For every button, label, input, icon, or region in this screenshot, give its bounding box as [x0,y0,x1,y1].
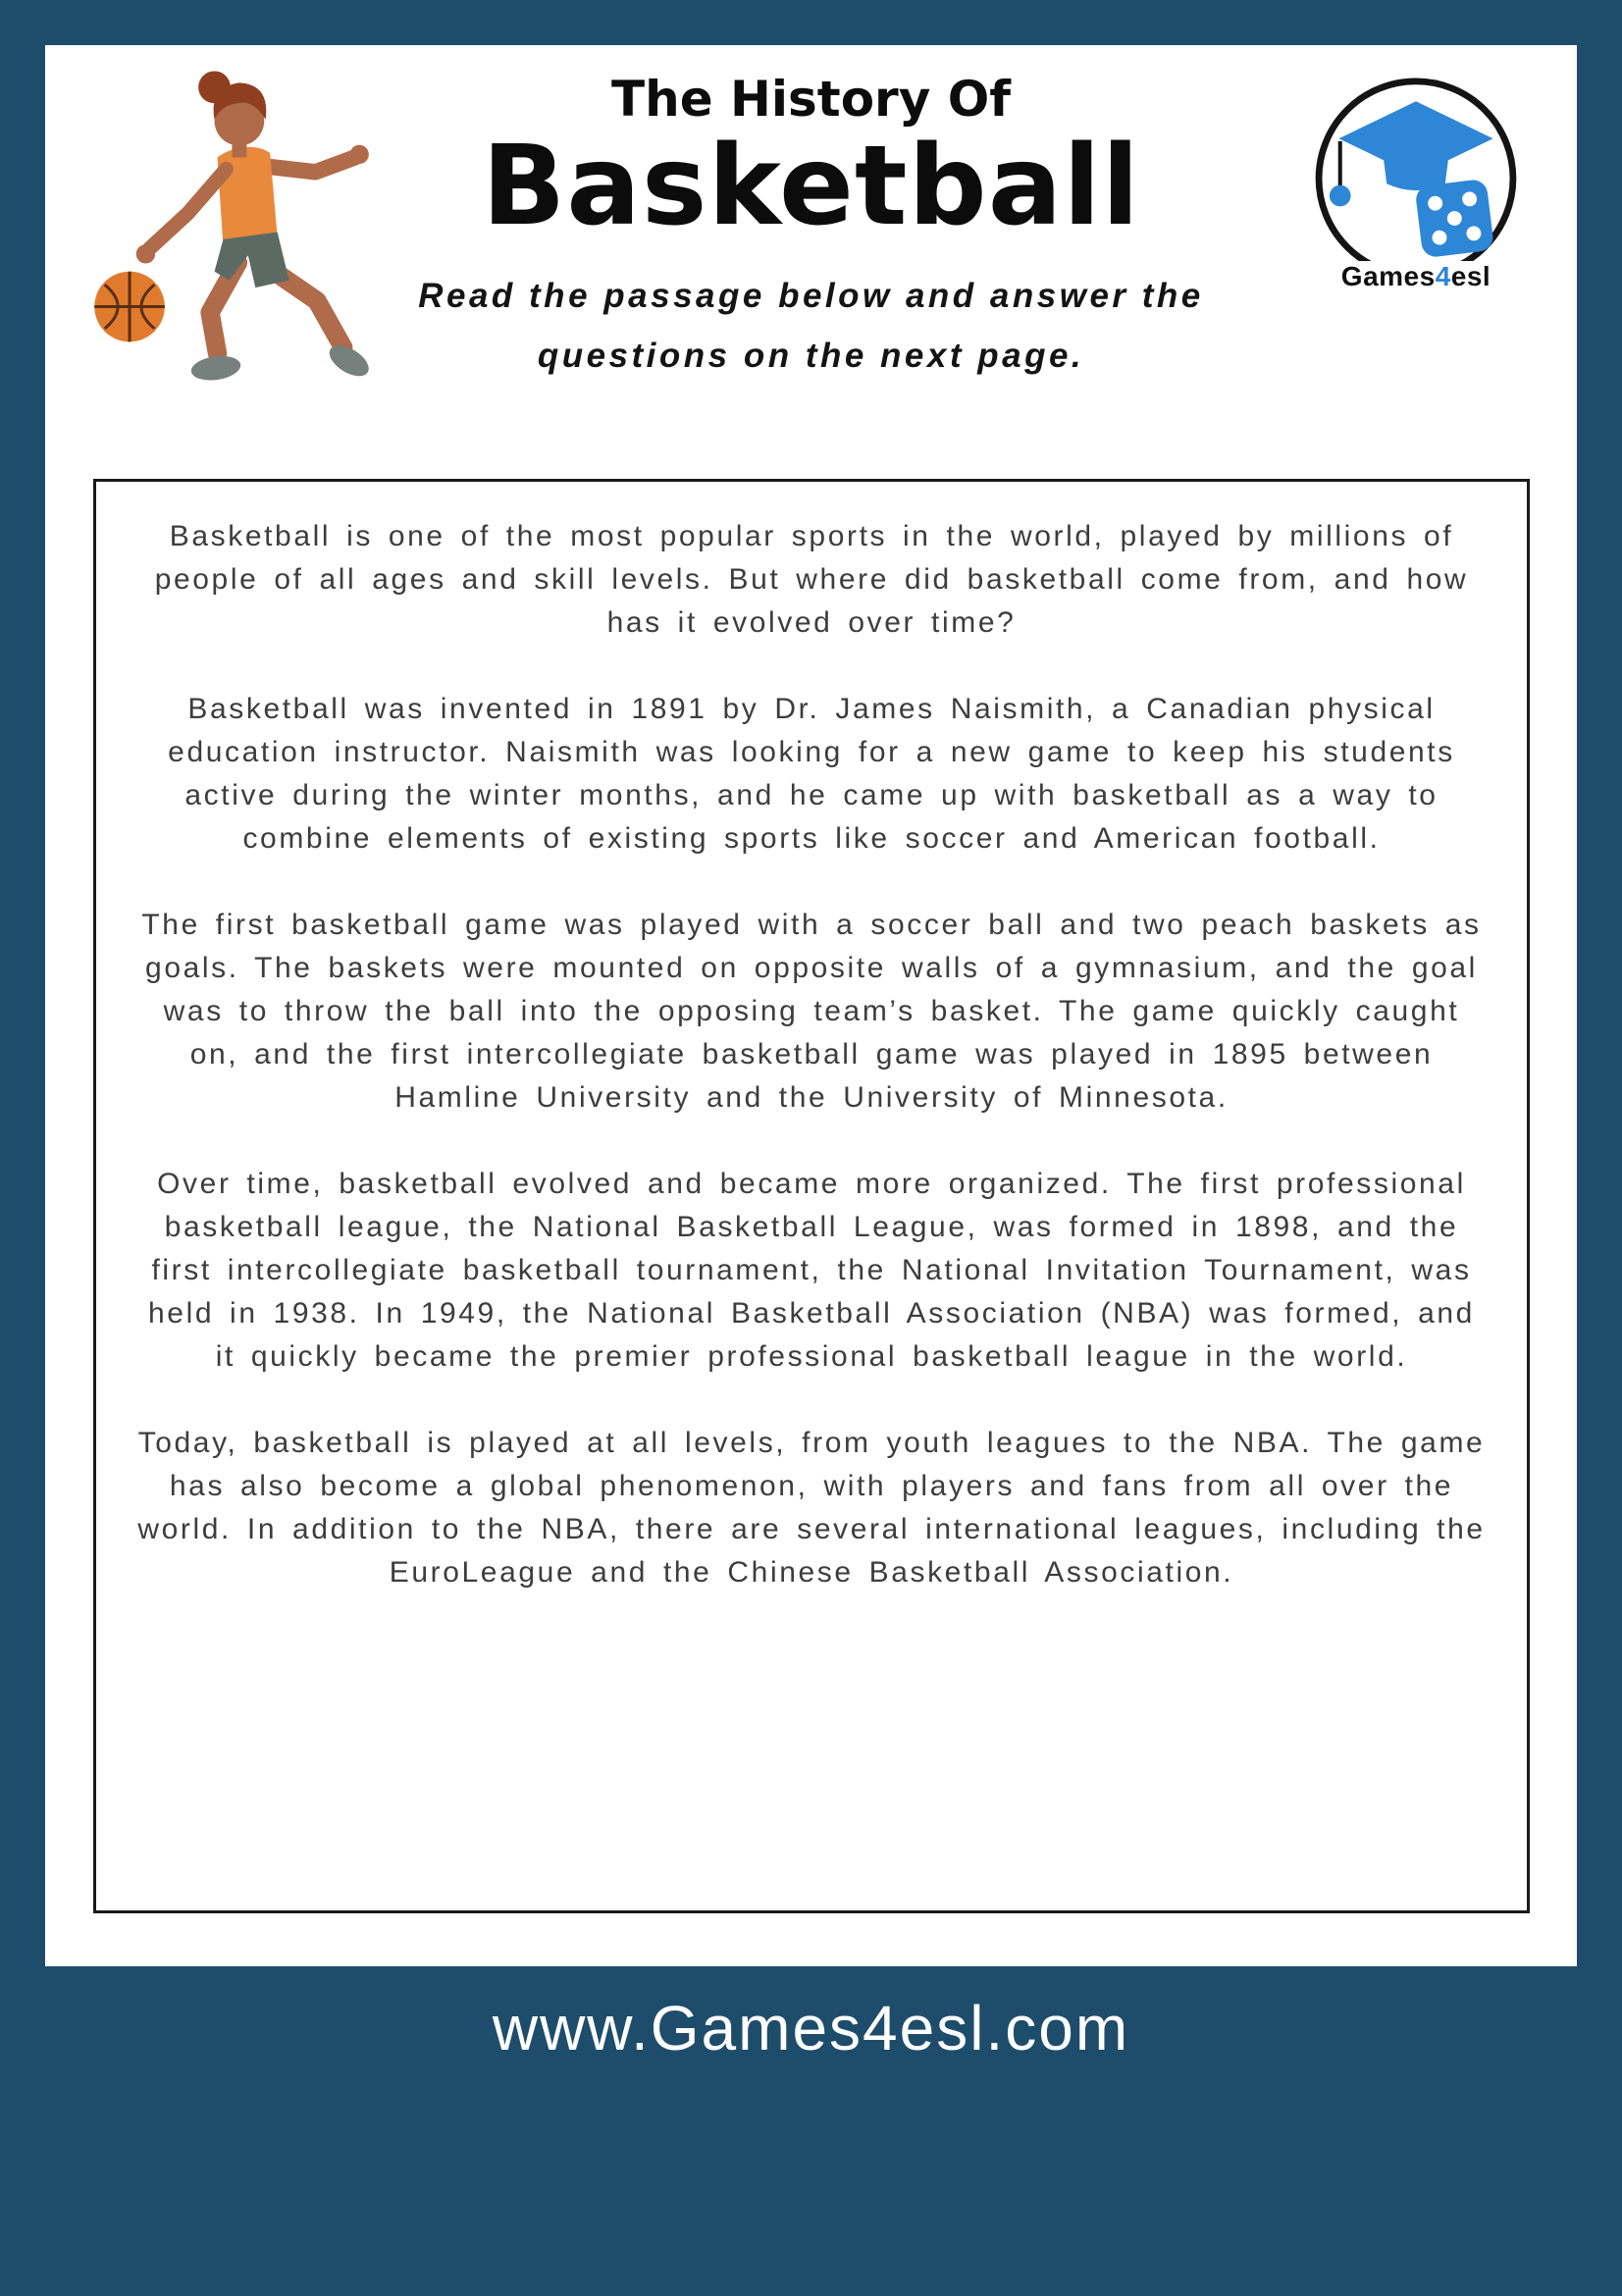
passage-paragraph-2: Basketball was invented in 1891 by Dr. James Naismith, a Canadian physical education instructor. Naismith was looking for a new game to keep his students active during the winter months, and he came up with basketball as a way to combine elements of existing sports like soccer and American football. [168,693,1455,855]
instructions-line-2: questions on the next page. [537,337,1085,376]
logo-brand-suffix: esl [1450,261,1491,291]
instructions [330,266,1292,387]
logo-brand-text [1334,261,1498,292]
title-prefix: The History Of [611,71,1011,128]
logo-brand-number: 4 [1435,261,1451,291]
reading-passage [93,479,1530,1913]
passage-paragraph-4: Over time, basketball evolved and became more organized. The first professional basketball league, the National Basketball League, was formed in 1898, and the first intercollegiate basketball tournament, the National Invitation Tournament, was held in 1938. In 1949, the National Basketball Association (NBA) was formed, and it quickly became the premier professional basketball league in the world. [148,1168,1475,1373]
footer-bar [0,1966,1622,2296]
player-front-hand [136,244,155,263]
basketball-player-icon [71,61,370,394]
passage-paragraph-3: The first basketball game was played with a soccer ball and two peach baskets as goals. The baskets were mounted on opposite walls of a gymnasium, and the goal was to throw the ball into the opposing team’s basket. The game quickly caught on, and the first intercollegiate basketball game was played in 1895 between Hamline University and the University of Minnesota. [141,909,1482,1114]
dice-icon [1415,179,1495,259]
page-title: Basketball [481,123,1141,250]
passage-paragraph-1: Basketball is one of the most popular sports in the world, played by millions of people of all ages and skill levels. But where did basketball come from, and how has it evolved over time? [154,520,1469,639]
basketball-player-illustration [71,61,370,394]
instructions-line-1: Read the passage below and answer the [418,276,1204,315]
basketball-icon [94,272,165,342]
player-hair-bun [198,71,231,103]
passage-paragraph-5: Today, basketball is played at all levels, from youth leagues to the NBA. The game has also become a global phenomenon, with players and fans from all over the world. In addition to the NBA, there are several international leagues, including the EuroLeague and the Chinese Basketball Association. [137,1427,1486,1589]
website-url: www.Games4esl.com [492,1993,1130,2063]
player-front-shoe [189,353,242,384]
header-titles [330,71,1292,386]
games4esl-logo [1296,67,1536,324]
player-dribbling-arm [150,169,227,248]
logo-brand-prefix: Games [1340,261,1436,291]
worksheet-content [45,45,1577,1966]
